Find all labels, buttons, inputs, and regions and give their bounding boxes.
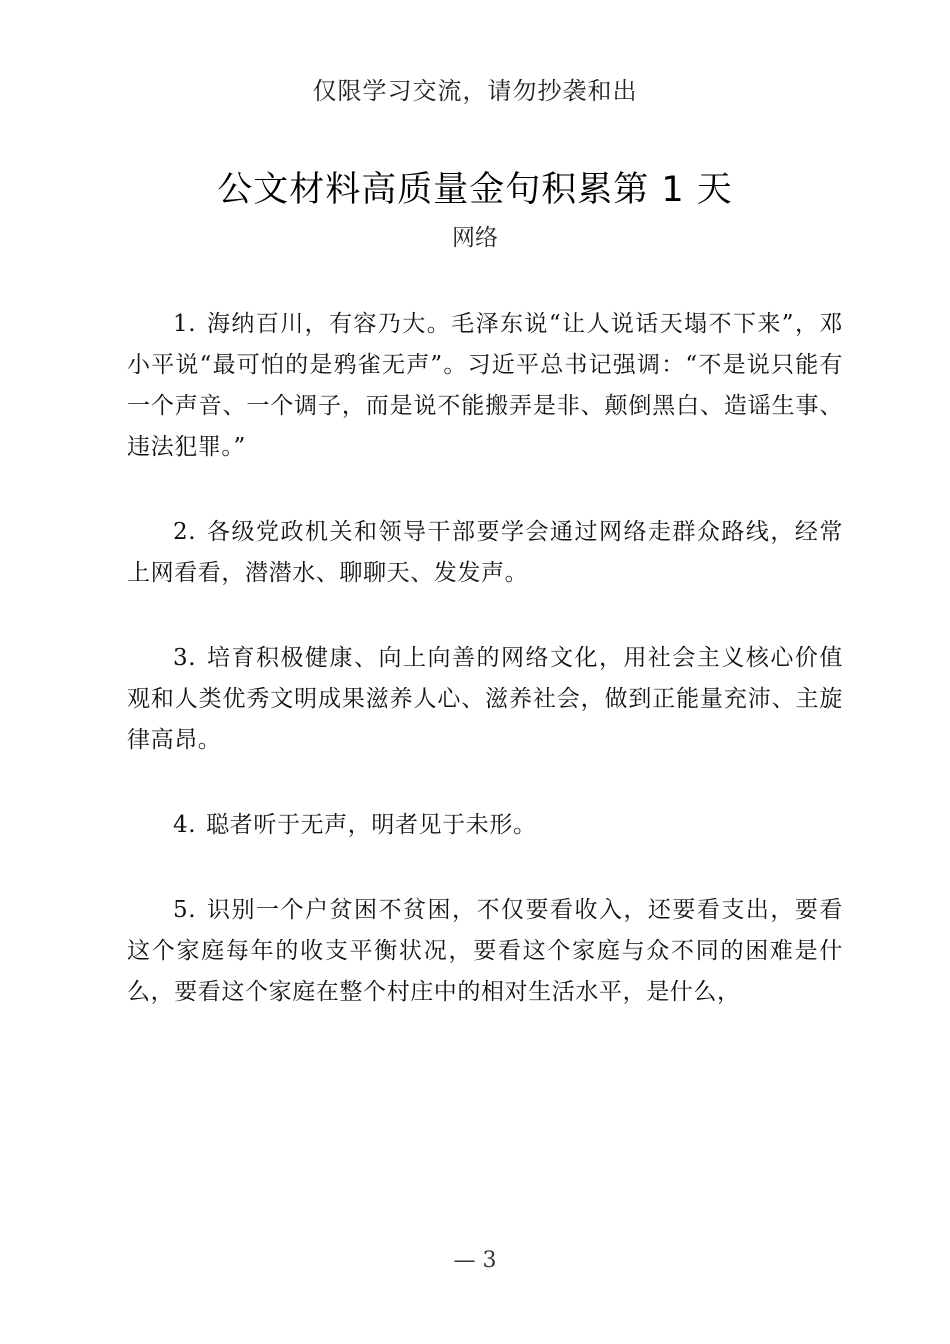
paragraph-text: 聪者听于无声，明者见于未形。 (206, 812, 537, 838)
paragraph-2 (127, 512, 843, 594)
paragraph-text: 识别一个户贫困不贫困，不仅要看收入，还要看支出，要看这个家庭每年的收支平衡状况，要看这个家庭与众不同的困难是什么，要看这个家庭在整个村庄中的相对生活水平，是什么， (127, 897, 843, 1005)
paragraph-1 (127, 304, 843, 468)
paragraph-4 (127, 805, 843, 846)
paragraph-text: 海纳百川，有容乃大。毛泽东说“让人说话天塌不下来”，邓小平说“最可怕的是鸦雀无声”。习近平总书记强调：“不是说只能有一个声音、一个调子，而是说不能搬弄是非、颠倒黑白、造谣生事、违法犯罪。” (127, 311, 843, 460)
paragraph-text: 培育积极健康、向上向善的网络文化，用社会主义核心价值观和人类优秀文明成果滋养人心、滋养社会，做到正能量充沛、主旋律高昂。 (127, 645, 843, 753)
paragraph-number: 1. (173, 311, 197, 337)
document-body (127, 304, 843, 1057)
paragraph-text: 各级党政机关和领导干部要学会通过网络走群众路线，经常上网看看，潜潜水、聊聊天、发发声。 (127, 519, 843, 586)
paragraph-number: 5. (173, 897, 197, 923)
document-title: 公文材料高质量金句积累第 1 天 (217, 170, 733, 210)
paragraph-3 (127, 638, 843, 761)
paragraph-5 (127, 890, 843, 1013)
paragraph-number: 2. (173, 519, 197, 545)
paragraph-number: 3. (173, 645, 197, 671)
paragraph-number: 4. (173, 812, 197, 838)
header-note: 仅限学习交流，请勿抄袭和出 (312, 77, 638, 105)
document-author: 网络 (452, 225, 498, 251)
page-number: — 3 (453, 1248, 497, 1273)
